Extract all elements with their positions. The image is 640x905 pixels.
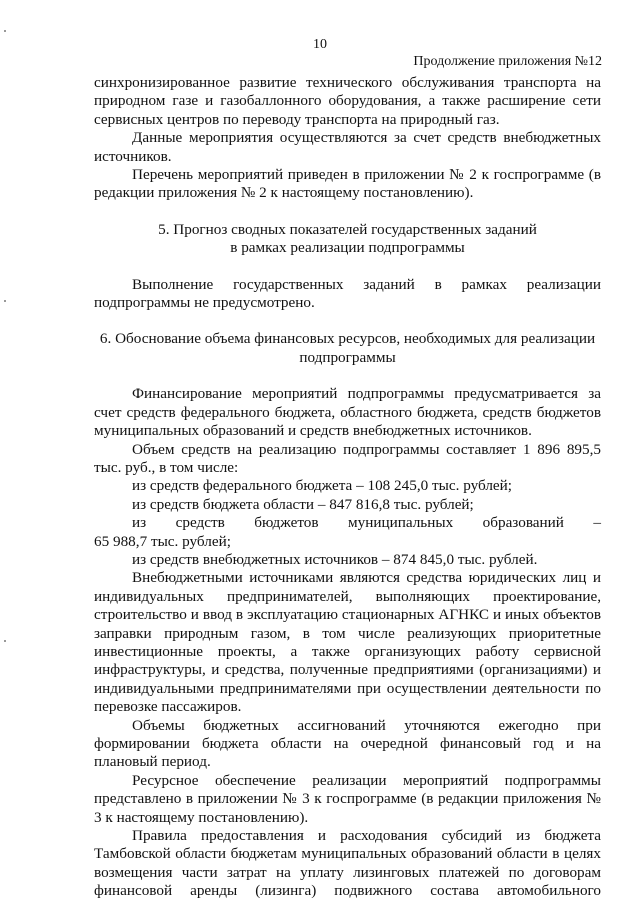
scan-mark [4, 30, 6, 32]
funding-item-municipal: из средств бюджетов муниципальных образований – [132, 514, 601, 532]
paragraph: Выполнение государственных заданий в рамках реализации подпрограммы не предусмотрено. [94, 275, 601, 312]
document-body [94, 74, 601, 901]
funding-item-regional: из средств бюджета области – 847 816,8 тыс. рублей; [132, 495, 474, 513]
scan-mark [4, 640, 6, 642]
funding-item-federal: из средств федерального бюджета – 108 245,0 тыс. рублей; [132, 477, 512, 495]
paragraph: Перечень мероприятий приведен в приложении № 2 к госпрограмме (в редакции приложения № 2 к настоящему постановлению). [94, 166, 601, 202]
section-heading-6: 6. Обоснование объема финансовых ресурсов, необходимых для реализации [99, 330, 596, 348]
paragraph: Объем средств на реализацию подпрограммы составляет 1 896 895,5 тыс. руб., в том числе: [94, 440, 601, 476]
funding-item-extrabudgetary: из средств внебюджетных источников – 874 845,0 тыс. рублей. [132, 550, 538, 568]
paragraph: Правила предоставления и расходования субсидий из бюджета Тамбовской области бюджетам муниципальных образований области в целях возмещения части затрат на уплату лизинговых платежей по договорам финансовой аренды (лизинга) подвижного состава автомобильного [94, 827, 601, 900]
paragraph: Ресурсное обеспечение реализации мероприятий подпрограммы представлено в приложении № 3 к госпрограмме (в редакции приложения № 3 к настоящему постановлению). [94, 771, 601, 826]
funding-item-municipal-amount: 65 988,7 тыс. рублей; [94, 532, 231, 550]
page-number: 10 [313, 37, 327, 52]
paragraph: синхронизированное развитие технического обслуживания транспорта на природном газе и газобаллонного оборудования, а также расширение сети сервисных центров по переводу транспорта на природный газ. [94, 74, 601, 128]
section-heading-5: 5. Прогноз сводных показателей государственных заданий [158, 220, 537, 238]
continuation-note: Продолжение приложения №12 [413, 54, 602, 69]
paragraph: Данные мероприятия осуществляются за счет средств внебюджетных источников. [94, 129, 601, 165]
scan-mark [4, 300, 6, 302]
section-heading-6-line2: подпрограммы [299, 348, 396, 366]
paragraph: Объемы бюджетных ассигнований уточняются ежегодно при формировании бюджета области на очередной финансовый год и на плановый период. [94, 716, 601, 771]
section-heading-5-line2: в рамках реализации подпрограммы [230, 239, 465, 257]
paragraph: Финансирование мероприятий подпрограммы предусматривается за счет средств федерального бюджета, областного бюджета, средств бюджетов муниципальных образований и средств внебюджетных источников. [94, 385, 601, 440]
paragraph: Внебюджетными источниками являются средства юридических лиц и индивидуальных предпринимателей, выполняющих проектирование, строительство и ввод в эксплуатацию стационарных АГНКС и иных объектов заправки природным газом, в том числе реализующих приоритетные инвестиционные проекты, а также организующих работу сервисной инфраструктуры, и средства, полученные предприятиями (организациями) и индивидуальными предпринимателями при осуществлении деятельности по перевозке пассажиров. [94, 569, 601, 716]
